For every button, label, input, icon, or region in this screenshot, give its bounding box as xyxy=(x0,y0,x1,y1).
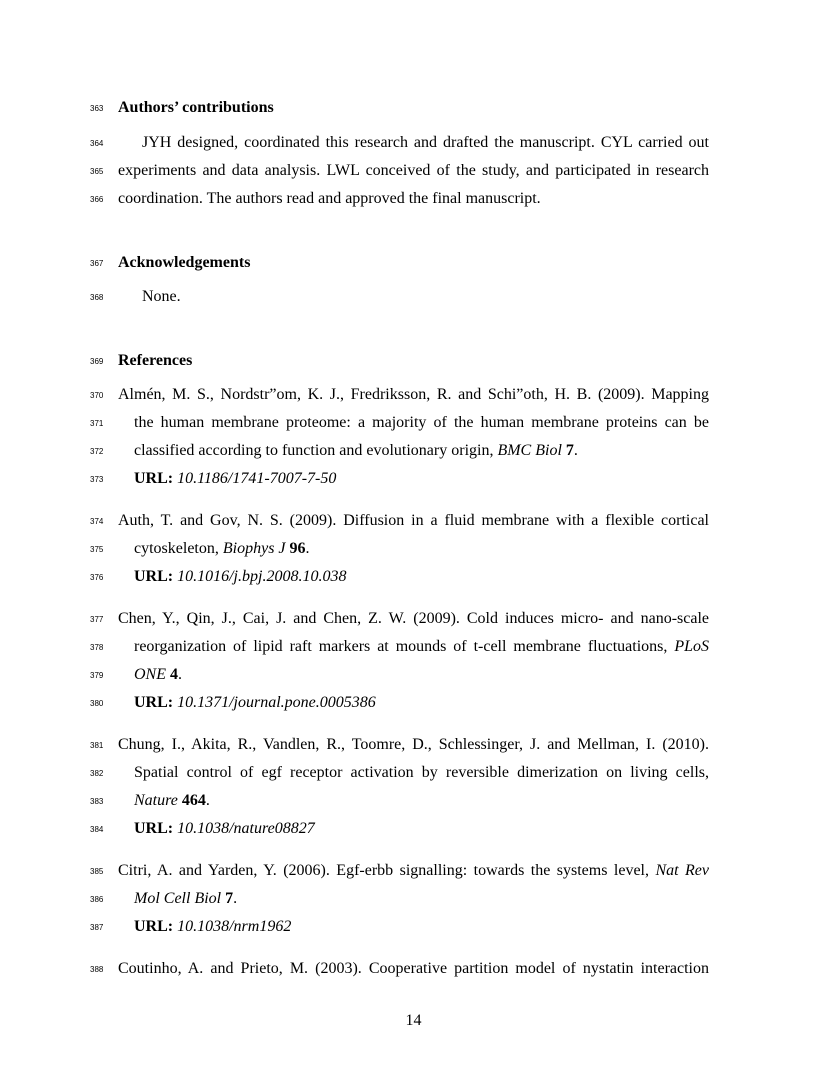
reference-line: Coutinho, A. and Prieto, M. (2003). Cooperative partition model of nystatin interaction xyxy=(118,960,709,977)
journal-volume: 7 xyxy=(225,890,234,907)
journal-volume: 4 xyxy=(170,666,178,683)
line-number: 365 xyxy=(90,167,104,176)
reference-line: ONE 4. xyxy=(134,666,182,683)
line-number: 383 xyxy=(90,797,104,806)
reference-line: the human membrane proteome: a majority of the human membrane proteins can be xyxy=(134,414,709,431)
journal-name: BMC Biol xyxy=(497,442,562,459)
line-number: 363 xyxy=(90,104,104,113)
line-number: 373 xyxy=(90,475,104,484)
line-number: 367 xyxy=(90,259,104,268)
url-label: URL: xyxy=(134,470,174,487)
reference-url[interactable]: 10.1016/j.bpj.2008.10.038 xyxy=(177,568,347,585)
url-label: URL: xyxy=(134,918,174,935)
reference-text: reorganization of lipid raft markers at mounds of t-cell membrane fluctuations, xyxy=(134,638,675,655)
reference-url-line xyxy=(134,567,709,587)
reference-text: cytoskeleton, xyxy=(134,540,223,557)
line-number: 374 xyxy=(90,517,104,526)
journal-volume: 464 xyxy=(181,792,206,809)
reference-line xyxy=(134,637,709,657)
journal-name: PLoS xyxy=(674,638,709,655)
reference-text: classified according to function and evolutionary origin, xyxy=(134,442,498,459)
line-number: 379 xyxy=(90,671,104,680)
references-heading: References xyxy=(118,352,193,369)
url-label: URL: xyxy=(134,820,174,837)
reference-line: Auth, T. and Gov, N. S. (2009). Diffusion in a fluid membrane with a flexible cortical xyxy=(118,512,709,529)
url-label: URL: xyxy=(134,568,174,585)
journal-name: Nat Rev xyxy=(655,862,710,879)
reference-line: cytoskeleton, Biophys J 96. xyxy=(134,540,310,557)
authors-contributions-line: coordination. The authors read and approved the final manuscript. xyxy=(118,190,541,207)
line-number: 372 xyxy=(90,447,104,456)
line-number: 381 xyxy=(90,741,104,750)
line-number: 369 xyxy=(90,357,104,366)
reference-url[interactable]: 10.1186/1741-7007-7-50 xyxy=(177,470,337,487)
reference-line: Spatial control of egf receptor activation by reversible dimerization on living cells, xyxy=(134,764,709,781)
journal-name: Nature xyxy=(134,792,178,809)
line-number: 388 xyxy=(90,965,104,974)
authors-contributions-line: JYH designed, coordinated this research and drafted the manuscript. CYL carried out xyxy=(142,134,709,151)
reference-url[interactable]: 10.1038/nrm1962 xyxy=(177,918,292,935)
line-number: 380 xyxy=(90,699,104,708)
reference-line: Chen, Y., Qin, J., Cai, J. and Chen, Z. W. (2009). Cold induces micro- and nano-scale xyxy=(118,610,709,627)
acknowledgements-heading: Acknowledgements xyxy=(118,254,251,271)
reference-line: Nature 464. xyxy=(134,792,210,809)
url-label: URL: xyxy=(134,694,174,711)
line-number: 376 xyxy=(90,573,104,582)
line-number: 386 xyxy=(90,895,104,904)
journal-volume: 96 xyxy=(289,540,306,557)
authors-contributions-line: experiments and data analysis. LWL conceived of the study, and participated in research xyxy=(118,162,709,179)
line-number: 384 xyxy=(90,825,104,834)
reference-url-line xyxy=(134,819,709,839)
reference-text: Citri, A. and Yarden, Y. (2006). Egf-erbb signalling: towards the systems level, xyxy=(118,862,656,879)
journal-name: ONE xyxy=(134,666,166,683)
line-number: 375 xyxy=(90,545,104,554)
line-number: 364 xyxy=(90,139,104,148)
reference-url[interactable]: 10.1371/journal.pone.0005386 xyxy=(177,694,376,711)
line-number: 382 xyxy=(90,769,104,778)
journal-name: Biophys J xyxy=(222,540,286,557)
line-number: 370 xyxy=(90,391,104,400)
acknowledgements-text: None. xyxy=(142,288,181,305)
reference-line: Mol Cell Biol 7. xyxy=(134,890,238,907)
reference-url-line xyxy=(134,469,709,489)
authors-contributions-heading: Authors’ contributions xyxy=(118,99,274,116)
line-number: 387 xyxy=(90,923,104,932)
reference-line: Chung, I., Akita, R., Vandlen, R., Toomre, D., Schlessinger, J. and Mellman, I. (2010). xyxy=(118,736,709,753)
reference-url-line xyxy=(134,917,709,937)
journal-name: Mol Cell Biol xyxy=(134,890,222,907)
reference-url-line xyxy=(134,693,709,713)
reference-line: classified according to function and evolutionary origin, BMC Biol 7. xyxy=(134,442,578,459)
line-number: 366 xyxy=(90,195,104,204)
reference-line xyxy=(118,861,709,881)
line-number: 377 xyxy=(90,615,104,624)
line-number: 385 xyxy=(90,867,104,876)
reference-line: Almén, M. S., Nordstr”om, K. J., Fredriksson, R. and Schi”oth, H. B. (2009). Mapping xyxy=(118,386,709,403)
page-number: 14 xyxy=(405,1012,422,1029)
journal-volume: 7 xyxy=(565,442,574,459)
line-number: 368 xyxy=(90,293,104,302)
reference-url[interactable]: 10.1038/nature08827 xyxy=(177,820,315,837)
line-number: 371 xyxy=(90,419,104,428)
line-number: 378 xyxy=(90,643,104,652)
